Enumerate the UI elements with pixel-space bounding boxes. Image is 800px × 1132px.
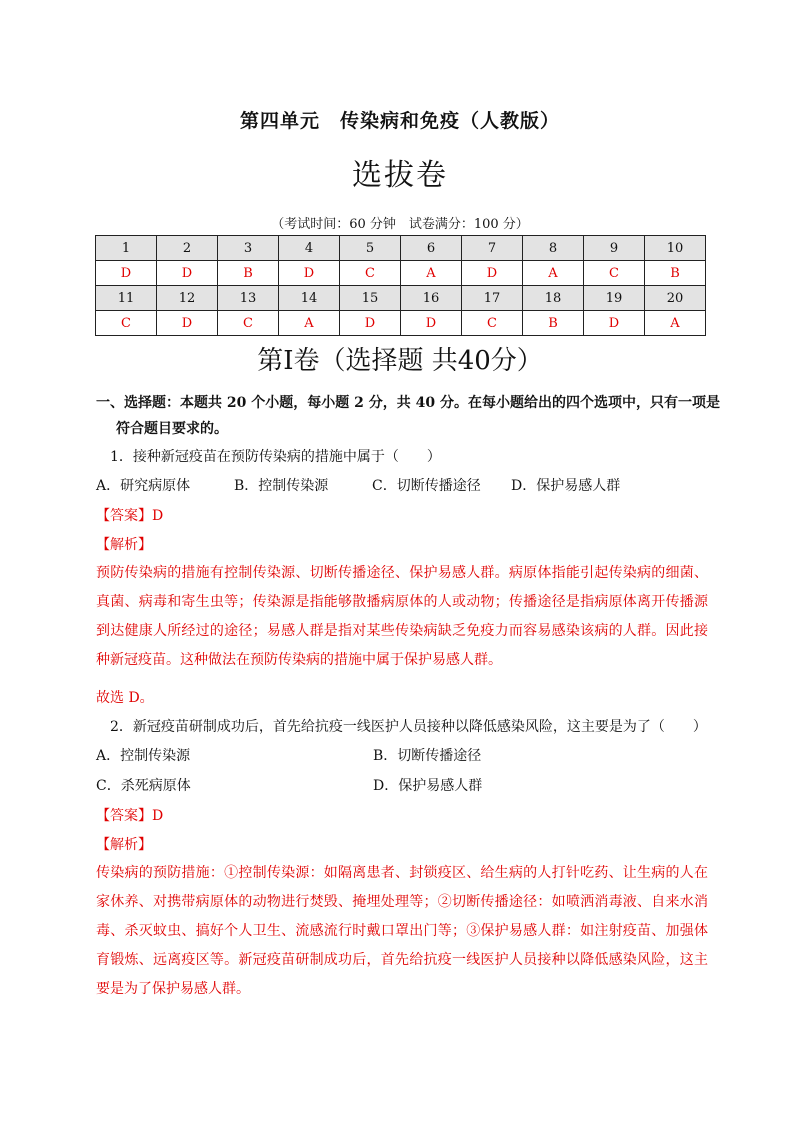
answer-cell: A (279, 311, 340, 336)
q2-answer: 【答案】D (96, 808, 164, 824)
answer-cell: B (523, 311, 584, 336)
question-number-cell: 10 (645, 236, 706, 261)
question-number-cell: 7 (462, 236, 523, 261)
answer-cell: A (401, 261, 462, 286)
answer-cell: D (340, 311, 401, 336)
question-number-cell: 16 (401, 286, 462, 311)
answer-cell: A (523, 261, 584, 286)
answer-cell: C (96, 311, 157, 336)
question-number-cell: 9 (584, 236, 645, 261)
section-title: 第Ⅰ卷（选择题 共40分） (257, 346, 543, 376)
question-number-cell: 20 (645, 286, 706, 311)
q1-stem: 1．接种新冠疫苗在预防传染病的措施中属于（ ） (110, 449, 441, 465)
answer-cell: A (645, 311, 706, 336)
q2-option-c: C．杀死病原体 (96, 778, 191, 794)
q1-answer: 【答案】D (96, 508, 164, 524)
answer-cell: D (157, 261, 218, 286)
answer-cell: C (218, 311, 279, 336)
answer-table-number-row (96, 236, 706, 261)
q1-option-b: B．控制传染源 (234, 478, 329, 494)
question-number-cell: 5 (340, 236, 401, 261)
question-number-cell: 8 (523, 236, 584, 261)
question-number-cell: 15 (340, 286, 401, 311)
question-number-cell: 17 (462, 286, 523, 311)
answer-cell: B (645, 261, 706, 286)
question-number-cell: 6 (401, 236, 462, 261)
answer-cell: D (462, 261, 523, 286)
answer-cell: B (218, 261, 279, 286)
q2-analysis-label: 【解析】 (96, 837, 152, 853)
question-number-cell: 11 (96, 286, 157, 311)
answer-cell: D (279, 261, 340, 286)
answer-table-answer-row (96, 311, 706, 336)
answer-cell: D (401, 311, 462, 336)
q2-stem: 2．新冠疫苗研制成功后，首先给抗疫一线医护人员接种以降低感染风险，这主要是为了（ ） (110, 719, 707, 735)
answer-cell: C (340, 261, 401, 286)
instructions-line2: 符合题目要求的。 (116, 421, 228, 437)
question-number-cell: 14 (279, 286, 340, 311)
question-number-cell: 1 (96, 236, 157, 261)
answer-cell: D (157, 311, 218, 336)
answer-cell: D (584, 311, 645, 336)
q1-option-c: C．切断传播途径 (372, 478, 481, 494)
q2-option-b: B．切断传播途径 (373, 748, 482, 764)
question-number-cell: 12 (157, 286, 218, 311)
answer-cell: C (462, 311, 523, 336)
question-number-cell: 13 (218, 286, 279, 311)
unit-title: 第四单元 传染病和免疫（人教版） (239, 110, 560, 132)
answer-table (95, 235, 706, 336)
question-number-cell: 4 (279, 236, 340, 261)
question-number-cell: 18 (523, 286, 584, 311)
q2-analysis: 传染病的预防措施：①控制传染源：如隔离患者、封锁疫区、给生病的人打针吃药、让生病的人在家休养、对携带病原体的动物进行焚毁、掩埋处理等；②切断传播途径：如喷洒消毒液、自来水消毒、杀灭蚊虫、搞好个人卫生、流感流行时戴口罩出门等；③保护易感人群：如注射疫苗、加强体育锻炼、远离疫区等。新冠疫苗研制成功后，首先给抗疫一线医护人员接种以降低感染风险，这主要是为了保护易感人群。 (96, 865, 708, 997)
answer-cell: C (584, 261, 645, 286)
instructions-line1: 一、选择题：本题共 20 个小题，每小题 2 分，共 40 分。在每小题给出的四个选项中，只有一项是 (96, 395, 720, 411)
question-number-cell: 2 (157, 236, 218, 261)
q2-option-a: A．控制传染源 (96, 748, 191, 764)
answer-cell: D (96, 261, 157, 286)
answer-table-answer-row (96, 261, 706, 286)
q1-analysis-label: 【解析】 (96, 537, 152, 553)
question-number-cell: 19 (584, 286, 645, 311)
exam-info: （考试时间：60 分钟 试卷满分：100 分） (271, 217, 529, 232)
q1-conclusion: 故选 D。 (96, 690, 154, 706)
answer-table-number-row (96, 286, 706, 311)
question-number-cell: 3 (218, 236, 279, 261)
paper-title: 选拔卷 (352, 158, 448, 193)
q1-option-a: A．研究病原体 (96, 478, 191, 494)
q1-option-d: D．保护易感人群 (511, 478, 621, 494)
q2-option-d: D．保护易感人群 (373, 778, 483, 794)
q1-analysis: 预防传染病的措施有控制传染源、切断传播途径、保护易感人群。病原体指能引起传染病的细菌、真菌、病毒和寄生虫等；传染源是指能够散播病原体的人或动物；传播途径是指病原体离开传播源到达健康人所经过的途径；易感人群是指对某些传染病缺乏免疫力而容易感染该病的人群。因此接种新冠疫苗。这种做法在预防传染病的措施中属于保护易感人群。 (96, 565, 708, 668)
